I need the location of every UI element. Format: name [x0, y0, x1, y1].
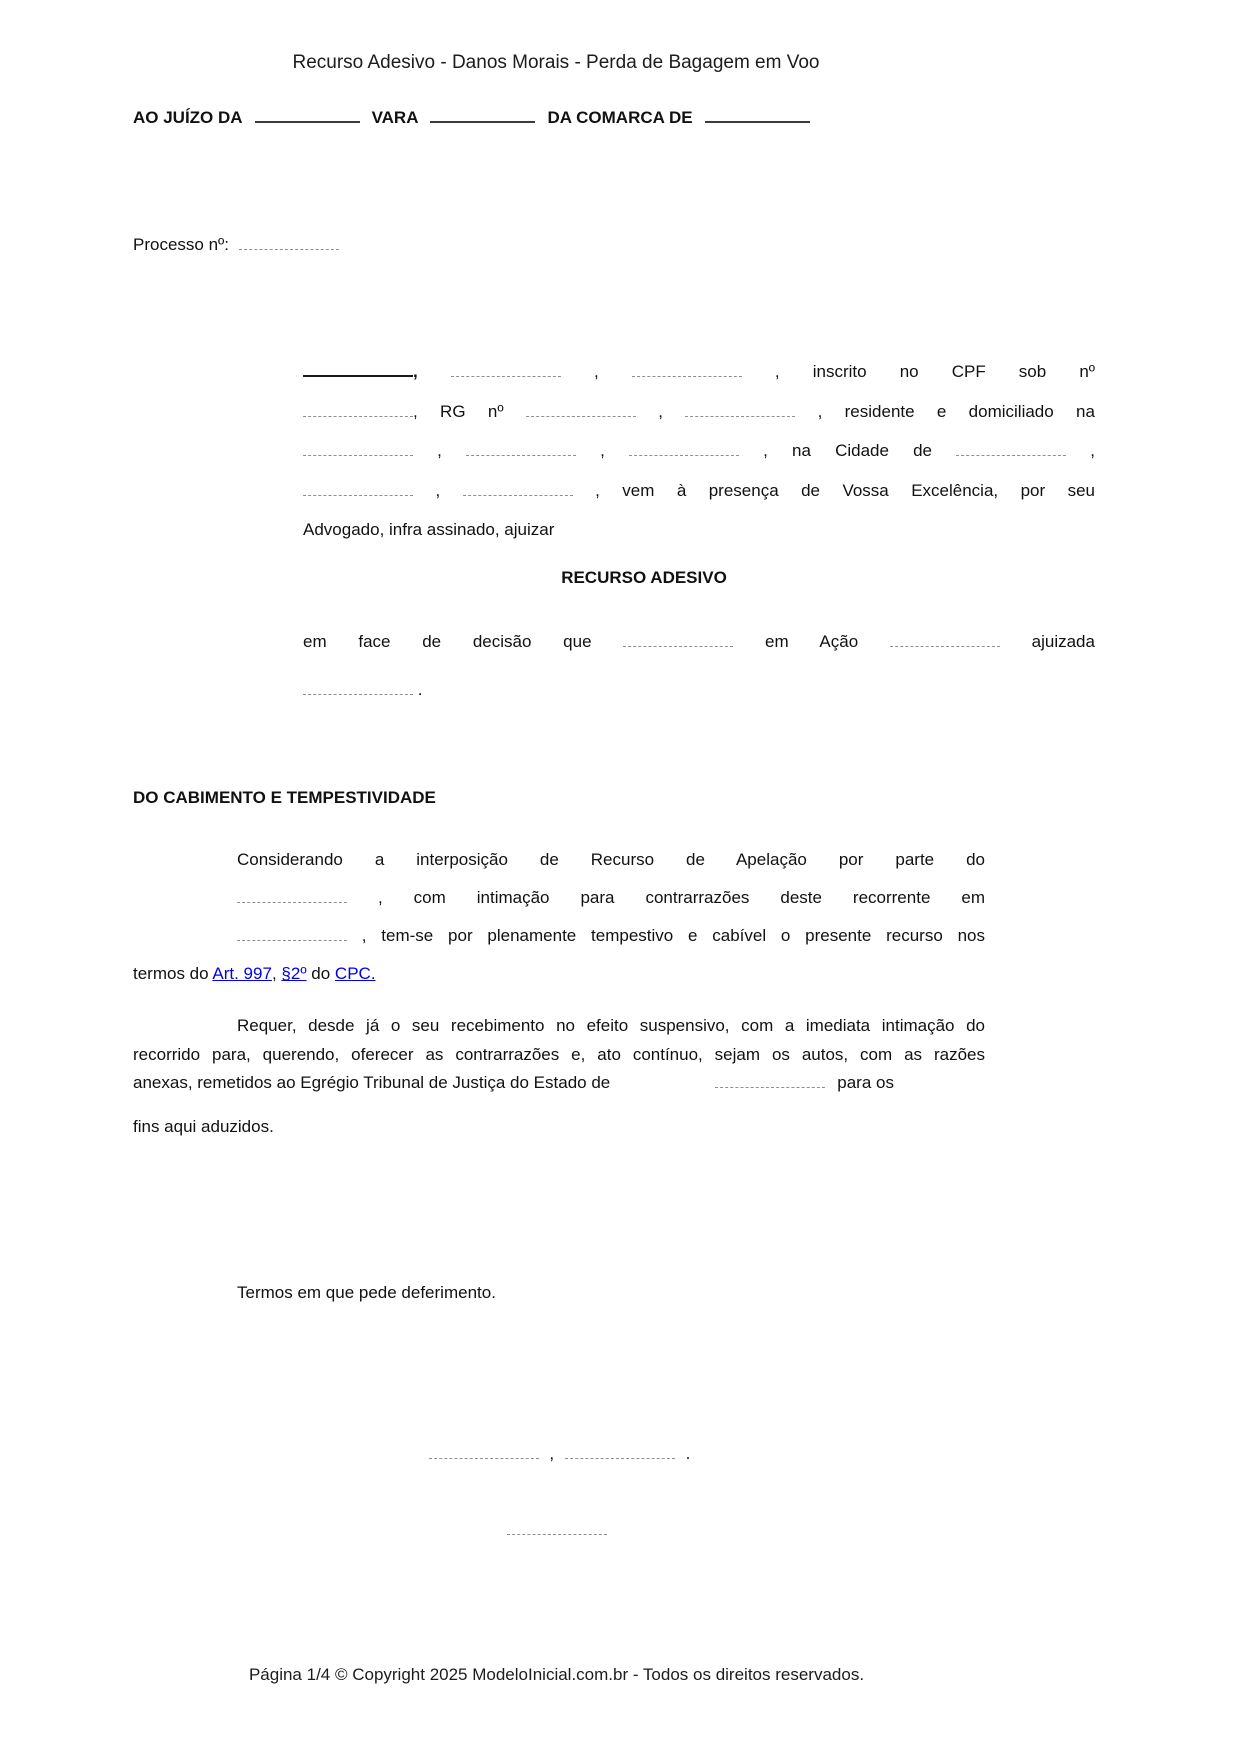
process-label: Processo nº: — [133, 235, 229, 254]
blank-field[interactable] — [705, 110, 810, 123]
court-line-part1: AO JUÍZO DA — [133, 108, 243, 127]
text-segment: Requer, desde já o seu recebimento no efeito suspensivo, com a imediata intimação do — [237, 1016, 985, 1035]
blank-field[interactable] — [255, 110, 360, 123]
blank-field[interactable] — [956, 443, 1066, 456]
paragraph-line — [133, 1069, 985, 1098]
blank-field[interactable] — [303, 443, 413, 456]
considerando-paragraph — [133, 841, 985, 993]
paragraph-line — [133, 955, 985, 993]
blank-field[interactable] — [303, 404, 413, 417]
paragraph-line — [237, 917, 985, 955]
text-segment: , com intimação para contrarrazões deste recorrente em — [377, 888, 985, 907]
text-segment: , tem-se por plenamente tempestivo e cabível o presente recurso nos — [361, 926, 985, 945]
text-segment: , — [658, 401, 663, 421]
blank-field[interactable] — [303, 364, 413, 377]
paragraph-line — [237, 1012, 985, 1041]
blank-field[interactable] — [715, 1075, 825, 1088]
blank-field[interactable] — [466, 443, 576, 456]
blank-field[interactable] — [565, 1446, 675, 1459]
place-date-line — [64, 1444, 1049, 1464]
text-segment: . — [685, 1444, 691, 1463]
blank-field[interactable] — [685, 404, 795, 417]
text-segment: do — [311, 964, 331, 983]
text-segment: Advogado, infra assinado, ajuizar — [303, 520, 555, 540]
paragraph-line — [303, 392, 1095, 432]
blank-field[interactable] — [303, 682, 413, 695]
blank-field[interactable] — [526, 404, 636, 417]
court-line-part3: DA COMARCA DE — [547, 108, 693, 127]
document-title: Recurso Adesivo - Danos Morais - Perda de Bagagem em Voo — [292, 52, 820, 73]
text-segment: , — [271, 964, 277, 983]
court-address-line — [133, 108, 822, 128]
blank-field[interactable] — [463, 483, 573, 496]
blank-field[interactable] — [237, 928, 347, 941]
paragraph-line — [303, 618, 1095, 666]
blank-field[interactable] — [623, 634, 733, 647]
text-segment: , na Cidade de — [763, 441, 932, 461]
process-number-line — [133, 235, 339, 255]
page-footer: Página 1/4 © Copyright 2025 ModeloInicial.com.br - Todos os direitos reservados. — [248, 1665, 865, 1684]
paragraph-line — [133, 1113, 985, 1142]
blank-field[interactable] — [451, 364, 561, 377]
blank-field[interactable] — [632, 364, 742, 377]
em-face-paragraph — [303, 618, 1095, 714]
recurso-adesivo-heading: RECURSO ADESIVO — [561, 568, 727, 587]
blank-field[interactable] — [507, 1522, 607, 1535]
text-segment: . — [417, 680, 423, 699]
paragraph-line — [303, 510, 1095, 550]
text-segment: ajuizada — [1031, 632, 1095, 651]
paragraph-line — [133, 1041, 985, 1070]
text-segment: para os — [837, 1073, 894, 1092]
text-segment: , — [774, 362, 780, 381]
text-segment: recorrido para, querendo, oferecer as contrarrazões e, ato contínuo, sejam os autos, com as razões — [133, 1044, 985, 1064]
text-segment: , — [1090, 441, 1095, 461]
signature-line — [64, 1520, 1049, 1540]
link-paragrafo-2[interactable]: §2º — [281, 964, 307, 983]
link-cpc[interactable]: CPC. — [334, 964, 376, 983]
paragraph-line — [303, 471, 1095, 511]
blank-field[interactable] — [890, 634, 1000, 647]
blank-field[interactable] — [237, 890, 347, 903]
text-segment: , — [549, 1444, 555, 1463]
blank-field[interactable] — [239, 237, 339, 250]
blank-field[interactable] — [430, 110, 535, 123]
requer-paragraph — [133, 1012, 985, 1141]
text-segment: Considerando a interposição de Recurso de Apelação por parte do — [237, 850, 985, 869]
party-qualification — [303, 352, 1095, 550]
text-segment: , — [437, 441, 442, 461]
paragraph-line — [237, 879, 985, 917]
paragraph-line — [303, 666, 1095, 714]
text-segment: , residente e domiciliado na — [817, 401, 1095, 421]
text-segment: em Ação — [765, 632, 859, 651]
blank-field[interactable] — [303, 483, 413, 496]
paragraph-line — [303, 352, 1095, 392]
text-segment: , — [593, 362, 599, 381]
link-art-997[interactable]: Art. 997 — [212, 964, 272, 983]
paragraph-line — [237, 841, 985, 879]
blank-field[interactable] — [629, 443, 739, 456]
blank-field[interactable] — [429, 1446, 539, 1459]
text-segment: , — [435, 480, 441, 500]
text-segment: , — [600, 441, 605, 461]
text-segment: inscrito no CPF sob nº — [812, 362, 1095, 381]
text-segment: , — [413, 362, 418, 381]
text-segment: em face de decisão que — [303, 632, 592, 651]
text-segment: , vem à presença de Vossa Excelência, por seu — [595, 480, 1095, 500]
court-line-part2: VARA — [371, 108, 419, 127]
closing-line: Termos em que pede deferimento. — [237, 1283, 496, 1302]
text-segment: fins aqui aduzidos. — [133, 1116, 274, 1136]
text-segment: termos do — [133, 964, 209, 983]
paragraph-line — [303, 431, 1095, 471]
text-segment: anexas, remetidos ao Egrégio Tribunal de Justiça do Estado de — [133, 1073, 611, 1092]
cabimento-heading: DO CABIMENTO E TEMPESTIVIDADE — [133, 788, 436, 807]
text-segment: , RG nº — [413, 401, 504, 421]
